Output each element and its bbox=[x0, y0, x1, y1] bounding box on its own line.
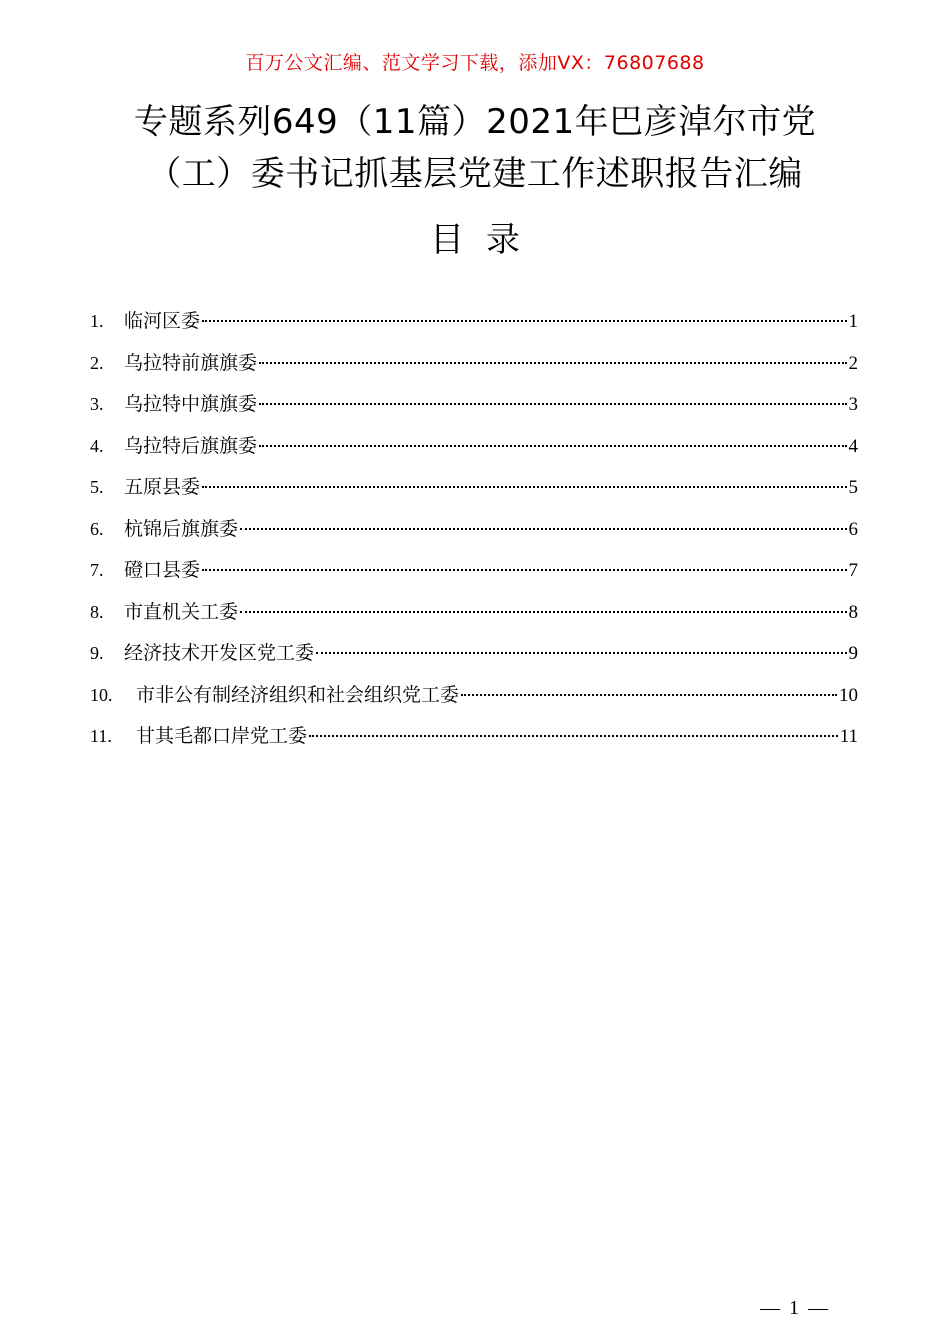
toc-entry-page: 7 bbox=[848, 560, 858, 581]
toc-dot-leader bbox=[202, 320, 846, 322]
toc-entry-page: 3 bbox=[848, 394, 858, 415]
toc-entry-label: 甘其毛都口岸党工委 bbox=[136, 725, 308, 747]
toc-dot-leader bbox=[259, 403, 846, 405]
toc-entry[interactable] bbox=[90, 512, 858, 554]
toc-dot-leader bbox=[259, 445, 846, 447]
toc-entry-page: 10 bbox=[839, 684, 858, 706]
toc-entry-number: 11. bbox=[90, 726, 112, 746]
toc-entry-page: 6 bbox=[848, 518, 858, 540]
toc-dot-leader bbox=[240, 611, 846, 613]
toc-entry-label: 五原县委 bbox=[124, 476, 201, 498]
toc-entry-page: 11 bbox=[839, 726, 858, 747]
toc-entry[interactable] bbox=[90, 719, 858, 761]
toc-entry-page: 2 bbox=[848, 352, 858, 374]
toc-entry-label: 市直机关工委 bbox=[124, 600, 239, 623]
toc-heading: 目录 bbox=[430, 220, 542, 260]
toc-entry-page: 8 bbox=[848, 601, 858, 623]
toc-entry[interactable] bbox=[90, 429, 858, 471]
toc-entry-number: 7. bbox=[90, 560, 104, 580]
toc-entry-label: 杭锦后旗旗委 bbox=[124, 517, 239, 540]
toc-entry-number: 5. bbox=[90, 477, 104, 497]
page-number: — 1 — bbox=[760, 1297, 830, 1319]
toc-entry-label: 市非公有制经济组织和社会组织党工委 bbox=[136, 683, 460, 706]
toc-entry-label: 经济技术开发区党工委 bbox=[124, 642, 315, 664]
toc-entry-number: 9. bbox=[90, 643, 104, 663]
toc-dot-leader bbox=[461, 694, 837, 696]
title-line-1: 专题系列649（11篇）2021年巴彦淖尔市党 bbox=[133, 102, 817, 142]
toc-entry-page: 1 bbox=[848, 311, 858, 332]
toc-dot-leader bbox=[309, 735, 838, 737]
toc-entry[interactable] bbox=[90, 470, 858, 512]
toc-dot-leader bbox=[240, 528, 846, 530]
toc-entry-number: 4. bbox=[90, 435, 104, 456]
toc-entry-label: 磴口县委 bbox=[124, 559, 201, 581]
toc-entry-number: 2. bbox=[90, 352, 104, 373]
toc-entry[interactable] bbox=[90, 553, 858, 595]
toc-entry-label: 乌拉特后旗旗委 bbox=[124, 434, 258, 457]
toc-entry[interactable] bbox=[90, 678, 858, 720]
toc-entry-label: 临河区委 bbox=[124, 310, 201, 332]
toc-entry-label: 乌拉特前旗旗委 bbox=[124, 351, 258, 374]
toc-entry-page: 4 bbox=[848, 435, 858, 457]
toc-entry-number: 3. bbox=[90, 394, 104, 414]
toc-entry[interactable] bbox=[90, 595, 858, 637]
table-of-contents bbox=[90, 304, 858, 761]
toc-entry-page: 9 bbox=[848, 643, 858, 664]
toc-entry-number: 10. bbox=[90, 684, 113, 705]
title-line-2: （工）委书记抓基层党建工作述职报告汇编 bbox=[147, 154, 803, 194]
toc-entry-label: 乌拉特中旗旗委 bbox=[124, 393, 258, 415]
document-title bbox=[60, 96, 890, 200]
toc-dot-leader bbox=[316, 652, 846, 654]
toc-entry-number: 6. bbox=[90, 518, 104, 539]
toc-entry-number: 1. bbox=[90, 311, 104, 331]
toc-dot-leader bbox=[259, 362, 846, 364]
toc-entry-number: 8. bbox=[90, 601, 104, 622]
toc-entry[interactable] bbox=[90, 387, 858, 429]
toc-entry[interactable] bbox=[90, 346, 858, 388]
header-banner: 百万公文汇编、范文学习下载，添加VX：76807688 bbox=[245, 52, 705, 74]
toc-entry[interactable] bbox=[90, 636, 858, 678]
toc-entry[interactable] bbox=[90, 304, 858, 346]
toc-dot-leader bbox=[202, 569, 846, 571]
toc-dot-leader bbox=[202, 486, 846, 488]
toc-entry-page: 5 bbox=[848, 477, 858, 498]
